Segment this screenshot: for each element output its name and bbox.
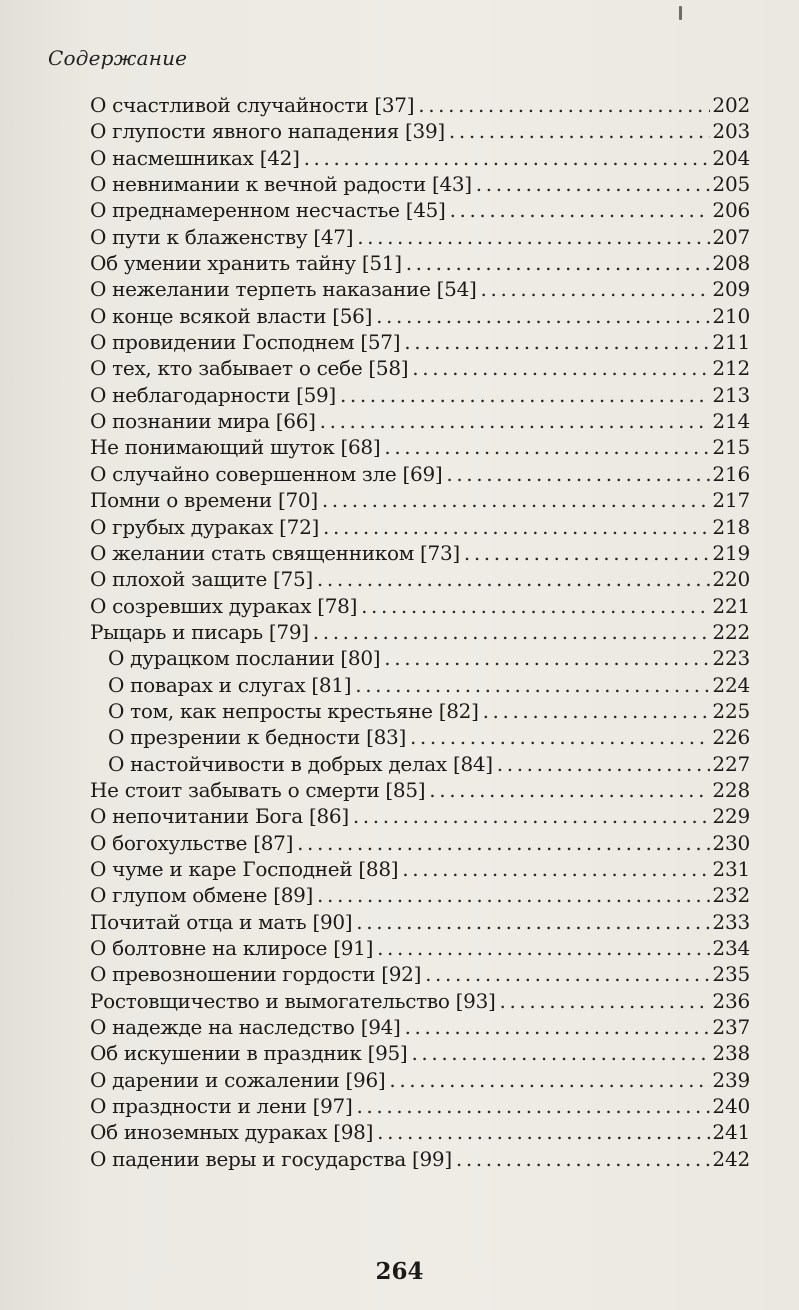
toc-entry-title: О богохульстве [87] bbox=[90, 830, 294, 855]
toc-entry-page: 232 bbox=[712, 883, 750, 908]
toc-dot-leader bbox=[450, 197, 711, 223]
toc-entry bbox=[90, 961, 750, 987]
toc-entry-title: Рыцарь и писарь [79] bbox=[90, 619, 309, 644]
running-head: Содержание bbox=[48, 46, 188, 70]
toc-dot-leader bbox=[402, 856, 710, 882]
toc-dot-leader bbox=[410, 724, 710, 750]
toc-entry bbox=[90, 777, 750, 803]
toc-entry-page: 233 bbox=[712, 909, 750, 934]
toc-entry-title: О невнимании к вечной радости [43] bbox=[90, 172, 472, 197]
toc-entry-page: 239 bbox=[712, 1067, 750, 1092]
toc-entry-page: 202 bbox=[712, 93, 750, 117]
toc-entry bbox=[90, 751, 750, 777]
page-number: 264 bbox=[375, 1258, 424, 1285]
toc-entry-title: О праздности и лени [97] bbox=[90, 1094, 353, 1119]
toc-dot-leader bbox=[404, 329, 710, 355]
toc-entry bbox=[90, 92, 750, 118]
toc-dot-leader bbox=[356, 909, 710, 935]
toc-entry-title: О конце всякой власти [56] bbox=[90, 303, 373, 328]
toc-dot-leader bbox=[464, 540, 711, 566]
toc-entry-page: 220 bbox=[712, 567, 750, 592]
toc-entry bbox=[90, 566, 750, 592]
toc-entry-title: Ростовщичество и вымогательство [93] bbox=[90, 988, 496, 1013]
toc-entry-title: О чуме и каре Господней [88] bbox=[90, 856, 399, 881]
toc-entry-title: О тех, кто забывает о себе [58] bbox=[90, 356, 409, 381]
toc-entry-title: О познании мира [66] bbox=[90, 409, 316, 434]
toc-entry-page: 227 bbox=[712, 751, 750, 776]
toc-entry-page: 228 bbox=[712, 777, 750, 802]
toc-entry bbox=[90, 355, 750, 381]
toc-dot-leader bbox=[340, 382, 710, 408]
toc-entry-page: 240 bbox=[712, 1094, 750, 1119]
page-mark bbox=[679, 6, 682, 20]
toc-entry-title: О созревших дураках [78] bbox=[90, 593, 358, 618]
toc-entry-page: 216 bbox=[712, 461, 750, 486]
toc-dot-leader bbox=[384, 434, 710, 460]
toc-entry bbox=[90, 382, 750, 408]
toc-entry-title: О пути к блаженству [47] bbox=[90, 224, 354, 249]
toc-entry-page: 208 bbox=[712, 251, 750, 276]
toc-dot-leader bbox=[304, 145, 711, 171]
toc-entry bbox=[90, 1040, 750, 1066]
toc-dot-leader bbox=[429, 777, 710, 803]
toc-entry bbox=[90, 935, 750, 961]
toc-entry-title: О настойчивости в добрых делах [84] bbox=[108, 751, 493, 776]
toc-entry-title: О поварах и слугах [81] bbox=[108, 672, 352, 697]
toc-entry bbox=[90, 856, 750, 882]
toc-dot-leader bbox=[405, 1014, 711, 1040]
toc-dot-leader bbox=[361, 593, 710, 619]
toc-entry bbox=[90, 408, 750, 434]
toc-entry-title: О глупом обмене [89] bbox=[90, 883, 314, 908]
toc-entry-page: 222 bbox=[712, 619, 750, 644]
toc-entry-title: О том, как непросты крестьяне [82] bbox=[108, 698, 479, 723]
toc-dot-leader bbox=[297, 830, 710, 856]
toc-entry-title: О превозношении гордости [92] bbox=[90, 962, 422, 987]
toc-dot-leader bbox=[418, 92, 710, 118]
toc-dot-leader bbox=[500, 988, 711, 1014]
toc-entry-title: О дарении и сожалении [96] bbox=[90, 1067, 386, 1092]
toc-dot-leader bbox=[353, 803, 711, 829]
toc-entry-page: 218 bbox=[712, 514, 750, 539]
toc-entry bbox=[90, 672, 750, 698]
toc-entry bbox=[90, 1014, 750, 1040]
toc-entry-page: 217 bbox=[712, 488, 750, 513]
toc-entry bbox=[90, 329, 750, 355]
toc-entry-title: О насмешниках [42] bbox=[90, 145, 300, 170]
toc-entry-page: 229 bbox=[712, 804, 750, 829]
toc-entry bbox=[90, 645, 750, 671]
toc-entry bbox=[90, 593, 750, 619]
toc-entry-page: 242 bbox=[712, 1146, 750, 1171]
toc-entry-page: 226 bbox=[712, 725, 750, 750]
toc-dot-leader bbox=[313, 619, 711, 645]
toc-entry-title: О желании стать священником [73] bbox=[90, 540, 460, 565]
toc-entry-title: О случайно совершенном зле [69] bbox=[90, 461, 443, 486]
toc-entry-page: 211 bbox=[712, 330, 750, 355]
toc-entry-title: О непочитании Бога [86] bbox=[90, 804, 349, 829]
toc-entry bbox=[90, 698, 750, 724]
toc-dot-leader bbox=[389, 1067, 710, 1093]
toc-entry-title: Не понимающий шуток [68] bbox=[90, 435, 381, 460]
toc-dot-leader bbox=[456, 1146, 711, 1172]
toc-entry bbox=[90, 145, 750, 171]
toc-entry-page: 204 bbox=[712, 145, 750, 170]
toc-dot-leader bbox=[446, 461, 710, 487]
toc-dot-leader bbox=[481, 276, 711, 302]
toc-entry bbox=[90, 882, 750, 908]
toc-entry bbox=[90, 619, 750, 645]
toc-dot-leader bbox=[317, 566, 711, 592]
toc-entry-page: 225 bbox=[712, 698, 750, 723]
toc-dot-leader bbox=[412, 355, 710, 381]
toc-entry-title: Почитай отца и мать [90] bbox=[90, 909, 353, 934]
toc-entry bbox=[90, 434, 750, 460]
toc-dot-leader bbox=[376, 303, 710, 329]
toc-dot-leader bbox=[497, 751, 711, 777]
toc-entry-page: 215 bbox=[712, 435, 750, 460]
toc-entry-page: 210 bbox=[712, 303, 750, 328]
toc-dot-leader bbox=[449, 118, 711, 144]
toc-entry-page: 224 bbox=[712, 672, 750, 697]
toc-dot-leader bbox=[476, 171, 711, 197]
toc-dot-leader bbox=[483, 698, 711, 724]
toc-entry-page: 219 bbox=[712, 540, 750, 565]
toc-entry bbox=[90, 724, 750, 750]
toc-entry bbox=[90, 171, 750, 197]
toc-entry bbox=[90, 461, 750, 487]
toc-dot-leader bbox=[384, 645, 710, 671]
toc-dot-leader bbox=[323, 514, 710, 540]
toc-entry-title: О преднамеренном несчастье [45] bbox=[90, 198, 446, 223]
toc-entry-page: 234 bbox=[712, 936, 750, 960]
toc-entry-title: О глупости явного нападения [39] bbox=[90, 119, 445, 144]
toc-entry-page: 230 bbox=[712, 830, 750, 855]
toc-entry-page: 238 bbox=[712, 1041, 750, 1066]
toc-entry bbox=[90, 118, 750, 144]
toc-entry bbox=[90, 540, 750, 566]
toc-dot-leader bbox=[377, 1119, 710, 1145]
toc-entry-title: Не стоит забывать о смерти [85] bbox=[90, 777, 426, 802]
toc-entry-page: 223 bbox=[712, 646, 750, 671]
toc-entry-page: 237 bbox=[712, 1015, 750, 1040]
toc-dot-leader bbox=[356, 1093, 710, 1119]
toc-entry bbox=[90, 487, 750, 513]
toc-entry-page: 236 bbox=[712, 988, 750, 1013]
toc-entry-page: 231 bbox=[712, 856, 750, 881]
toc-dot-leader bbox=[355, 672, 710, 698]
toc-entry-page: 203 bbox=[712, 119, 750, 144]
toc-entry-title: О дурацком послании [80] bbox=[108, 646, 381, 671]
toc-entry bbox=[90, 1146, 750, 1172]
toc-entry-page: 209 bbox=[712, 277, 750, 302]
toc-dot-leader bbox=[411, 1040, 710, 1066]
toc-entry-page: 235 bbox=[712, 962, 750, 987]
toc-entry-title: О болтовне на клиросе [91] bbox=[90, 936, 374, 960]
toc-entry-title: О счастливой случайности [37] bbox=[90, 93, 415, 117]
toc-dot-leader bbox=[425, 961, 710, 987]
toc-entry-page: 212 bbox=[712, 356, 750, 381]
toc-dot-leader bbox=[406, 250, 711, 276]
toc-entry-title: О провидении Господнем [57] bbox=[90, 330, 401, 355]
toc-entry-title: Об иноземных дураках [98] bbox=[90, 1120, 374, 1145]
toc-entry bbox=[90, 197, 750, 223]
toc-entry-title: Помни о времени [70] bbox=[90, 488, 318, 513]
toc-entry-title: О плохой защите [75] bbox=[90, 567, 313, 592]
toc-entry bbox=[90, 514, 750, 540]
toc-dot-leader bbox=[377, 935, 710, 961]
toc-entry bbox=[90, 250, 750, 276]
toc-entry bbox=[90, 830, 750, 856]
toc-entry bbox=[90, 803, 750, 829]
toc-entry-title: О презрении к бедности [83] bbox=[108, 725, 406, 750]
toc-entry bbox=[90, 1119, 750, 1145]
toc-entry-page: 221 bbox=[712, 593, 750, 618]
toc-entry-title: О грубых дураках [72] bbox=[90, 514, 320, 539]
toc-entry bbox=[90, 224, 750, 250]
toc-entry-title: Об умении хранить тайну [51] bbox=[90, 251, 402, 276]
toc-dot-leader bbox=[357, 224, 710, 250]
toc-entry-title: О нежелании терпеть наказание [54] bbox=[90, 277, 477, 302]
toc-entry bbox=[90, 303, 750, 329]
toc-entry-page: 213 bbox=[712, 382, 750, 407]
toc-entry-page: 207 bbox=[712, 224, 750, 249]
toc-entry-title: Об искушении в праздник [95] bbox=[90, 1041, 408, 1066]
toc-entry-title: О надежде на наследство [94] bbox=[90, 1015, 401, 1040]
toc-entry bbox=[90, 1067, 750, 1093]
toc-entry-page: 241 bbox=[712, 1120, 750, 1145]
toc-dot-leader bbox=[322, 487, 711, 513]
toc-entry-page: 206 bbox=[712, 198, 750, 223]
toc-dot-leader bbox=[317, 882, 710, 908]
table-of-contents bbox=[90, 92, 750, 1172]
toc-entry bbox=[90, 276, 750, 302]
toc-entry bbox=[90, 988, 750, 1014]
toc-entry-page: 205 bbox=[712, 172, 750, 197]
toc-dot-leader bbox=[320, 408, 711, 434]
toc-entry-page: 214 bbox=[712, 409, 750, 434]
toc-entry-title: О неблагодарности [59] bbox=[90, 382, 336, 407]
toc-entry bbox=[90, 909, 750, 935]
toc-entry bbox=[90, 1093, 750, 1119]
toc-entry-title: О падении веры и государства [99] bbox=[90, 1146, 452, 1171]
